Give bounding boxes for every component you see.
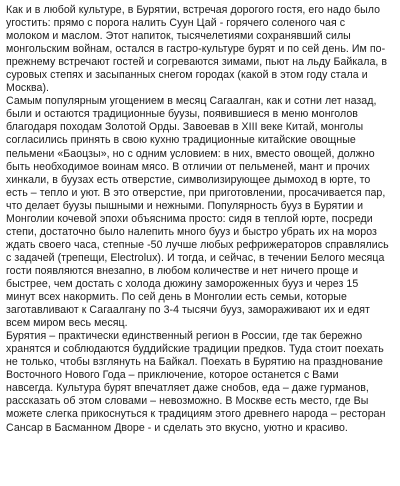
paragraph-suun-tsai: Как и в любой культуре, в Бурятии, встречая дорогого гостя, его надо было угостить: прямо с порога налить Суун Цай - горячего соленого чая с молоком и маслом. Этот напиток, тысячелетиями сохранявший силы монгольским войнам, остался в гастро-культуре бурят и по сей день. Им по- прежнему встречают гостей и согреваются зимами, пьют на льду Байкала, в суровых степях и засыпанных снегом городах (какой в этом году стала и Москва).: [6, 4, 388, 95]
paragraph-buuzy: Самым популярным угощением в месяц Сагаалган, как и сотни лет назад, были и остаются традиционные буузы, появившиеся в меню монголов благодаря походам Золотой Орды. Завоевав в XIII веке Китай, монголы согласились принять в свою кухню традиционные китайские овощные пельмени «Баоцзы», но с одним условием: в них, вместо овощей, должно быть необходимое воинам мясо. В отличии от пельменей, мант и прочих хинкали, в буузах есть отверстие, символизирующее дымоход в юрте, то есть – тепло и уют. В это отверстие, при приготовлении, просачивается пар, что делает буузы пышными и нежными. Популярность бууз в Бурятии и Монголии кочевой эпохи объяснима просто: сидя в теплой юрте, посреди степи, достаточно было налепить много бууз и быстро убрать их на мороз ждать своего часа, степные -50 лучше любых рефрижераторов справлялись с задачей (трепещи, Electrolux). И тогда, и сейчас, в течении Белого месяца гости появляются внезапно, в любом количестве и нет ничего проще и быстрее, чем достать с холода дюжину замороженных бууз и через 15 минут всех накормить. По сей день в Монголии есть семьи, которые заготавливают к Сагаалгану по 3-4 тысячи бууз, замораживают их и едят всем миром весь месяц.: [6, 95, 389, 330]
paragraph-buryatia: Бурятия – практически единственный регион в России, где так бережно хранятся и соблюдаются буддийские традиции предков. Туда стоит поехать не только, чтобы взглянуть на Байкал. Поехать в Бурятию на празднование Восточного Нового Года – приключение, которое останется с Вами навсегда. Культура бурят впечатляет даже снобов, еда – даже гурманов, рассказать об этом словами – невозможно. В Москве есть место, где Вы можете слегка прикоснуться к традициям этого древнего народа – ресторан Сансар в Басманном Дворе - и сделать это вкусно, уютно и красиво.: [6, 330, 386, 434]
